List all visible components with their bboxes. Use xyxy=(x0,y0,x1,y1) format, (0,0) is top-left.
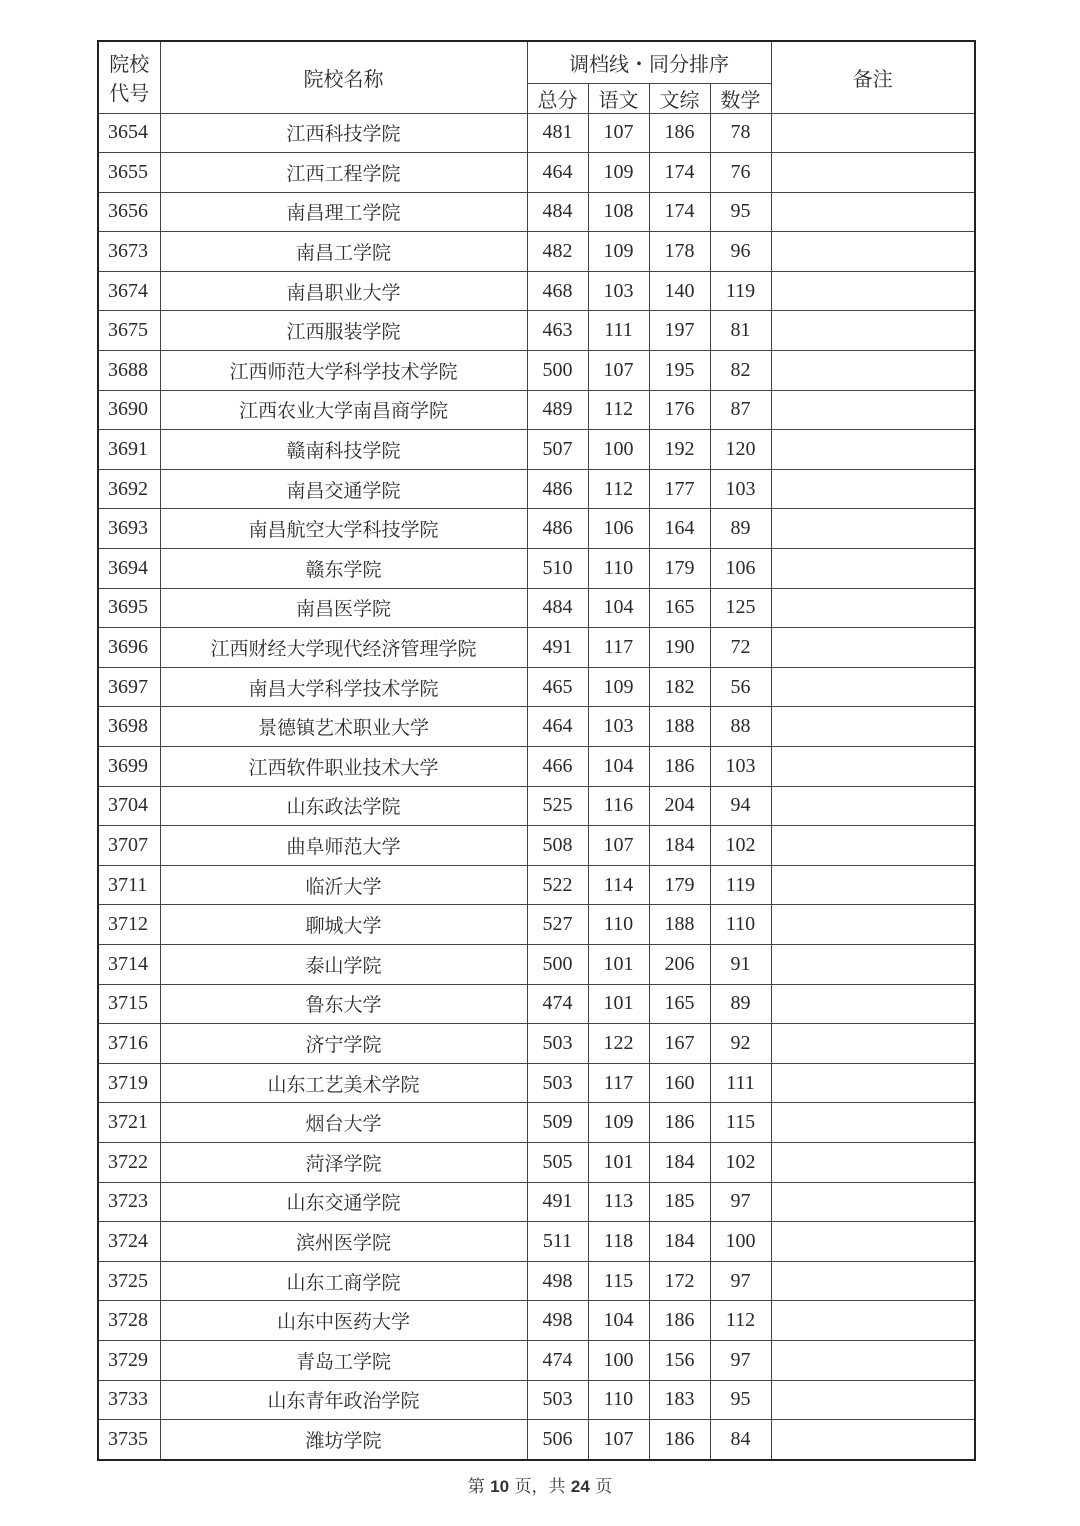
cell-remarks xyxy=(771,271,975,311)
cell-liberal-arts: 186 xyxy=(649,1420,710,1460)
cell-code: 3695 xyxy=(98,588,160,628)
table-row xyxy=(98,1142,975,1182)
cell-remarks xyxy=(771,1340,975,1380)
cell-remarks xyxy=(771,1420,975,1460)
cell-math: 84 xyxy=(710,1420,771,1460)
table-row xyxy=(98,549,975,589)
cell-chinese: 115 xyxy=(588,1261,649,1301)
cell-total: 522 xyxy=(527,865,588,905)
cell-remarks xyxy=(771,1222,975,1262)
cell-school-name: 青岛工学院 xyxy=(160,1340,527,1380)
cell-liberal-arts: 174 xyxy=(649,153,710,193)
cell-school-name: 山东政法学院 xyxy=(160,786,527,826)
cell-math: 119 xyxy=(710,271,771,311)
cell-total: 464 xyxy=(527,153,588,193)
cell-liberal-arts: 172 xyxy=(649,1261,710,1301)
table-row xyxy=(98,1261,975,1301)
cell-remarks xyxy=(771,707,975,747)
table-row xyxy=(98,351,975,391)
cell-chinese: 103 xyxy=(588,707,649,747)
cell-total: 491 xyxy=(527,1182,588,1222)
cell-chinese: 103 xyxy=(588,271,649,311)
cell-code: 3693 xyxy=(98,509,160,549)
cell-liberal-arts: 182 xyxy=(649,667,710,707)
cell-chinese: 100 xyxy=(588,1340,649,1380)
cell-chinese: 100 xyxy=(588,430,649,470)
cell-math: 89 xyxy=(710,509,771,549)
cell-remarks xyxy=(771,786,975,826)
header-remarks: 备注 xyxy=(771,41,975,113)
cell-liberal-arts: 195 xyxy=(649,351,710,391)
cell-liberal-arts: 184 xyxy=(649,1142,710,1182)
cell-liberal-arts: 179 xyxy=(649,549,710,589)
cell-school-name: 临沂大学 xyxy=(160,865,527,905)
cell-math: 112 xyxy=(710,1301,771,1341)
cell-chinese: 117 xyxy=(588,1063,649,1103)
cell-total: 468 xyxy=(527,271,588,311)
cell-liberal-arts: 165 xyxy=(649,588,710,628)
table-row xyxy=(98,1420,975,1460)
cell-school-name: 江西软件职业技术大学 xyxy=(160,747,527,787)
cell-math: 92 xyxy=(710,1024,771,1064)
cell-school-name: 江西服装学院 xyxy=(160,311,527,351)
cell-remarks xyxy=(771,1182,975,1222)
cell-math: 111 xyxy=(710,1063,771,1103)
cell-school-name: 山东工商学院 xyxy=(160,1261,527,1301)
cell-remarks xyxy=(771,1103,975,1143)
table-row xyxy=(98,588,975,628)
cell-liberal-arts: 179 xyxy=(649,865,710,905)
cell-chinese: 107 xyxy=(588,1420,649,1460)
cell-code: 3712 xyxy=(98,905,160,945)
table-row xyxy=(98,786,975,826)
footer-middle: 页，共 xyxy=(514,1477,566,1497)
cell-chinese: 104 xyxy=(588,1301,649,1341)
cell-liberal-arts: 183 xyxy=(649,1380,710,1420)
cell-total: 486 xyxy=(527,469,588,509)
cell-code: 3697 xyxy=(98,667,160,707)
cell-total: 510 xyxy=(527,549,588,589)
cell-math: 97 xyxy=(710,1340,771,1380)
cell-chinese: 110 xyxy=(588,549,649,589)
cell-remarks xyxy=(771,509,975,549)
cell-liberal-arts: 177 xyxy=(649,469,710,509)
cell-liberal-arts: 176 xyxy=(649,390,710,430)
cell-school-name: 南昌理工学院 xyxy=(160,192,527,232)
cell-chinese: 116 xyxy=(588,786,649,826)
table-row xyxy=(98,113,975,153)
cell-code: 3721 xyxy=(98,1103,160,1143)
cell-total: 464 xyxy=(527,707,588,747)
cell-code: 3691 xyxy=(98,430,160,470)
cell-chinese: 110 xyxy=(588,1380,649,1420)
table-row xyxy=(98,1222,975,1262)
cell-math: 103 xyxy=(710,747,771,787)
cell-total: 503 xyxy=(527,1063,588,1103)
cell-chinese: 112 xyxy=(588,469,649,509)
cell-school-name: 烟台大学 xyxy=(160,1103,527,1143)
cell-total: 503 xyxy=(527,1024,588,1064)
cell-code: 3692 xyxy=(98,469,160,509)
cell-chinese: 112 xyxy=(588,390,649,430)
cell-total: 503 xyxy=(527,1380,588,1420)
cell-code: 3715 xyxy=(98,984,160,1024)
cell-liberal-arts: 188 xyxy=(649,905,710,945)
cell-remarks xyxy=(771,192,975,232)
table-row xyxy=(98,1182,975,1222)
cell-remarks xyxy=(771,469,975,509)
cell-total: 482 xyxy=(527,232,588,272)
cell-liberal-arts: 188 xyxy=(649,707,710,747)
cell-total: 500 xyxy=(527,351,588,391)
cell-total: 466 xyxy=(527,747,588,787)
cell-code: 3698 xyxy=(98,707,160,747)
cell-math: 119 xyxy=(710,865,771,905)
cell-chinese: 109 xyxy=(588,667,649,707)
table-row xyxy=(98,984,975,1024)
cell-school-name: 景德镇艺术职业大学 xyxy=(160,707,527,747)
cell-remarks xyxy=(771,430,975,470)
cell-code: 3707 xyxy=(98,826,160,866)
cell-total: 481 xyxy=(527,113,588,153)
cell-chinese: 109 xyxy=(588,232,649,272)
table-row xyxy=(98,707,975,747)
table-row xyxy=(98,1024,975,1064)
cell-chinese: 114 xyxy=(588,865,649,905)
cell-chinese: 111 xyxy=(588,311,649,351)
cell-school-name: 江西农业大学南昌商学院 xyxy=(160,390,527,430)
cell-math: 76 xyxy=(710,153,771,193)
cell-code: 3724 xyxy=(98,1222,160,1262)
cell-chinese: 109 xyxy=(588,1103,649,1143)
cell-remarks xyxy=(771,905,975,945)
cell-chinese: 101 xyxy=(588,1142,649,1182)
cell-total: 491 xyxy=(527,628,588,668)
cell-school-name: 鲁东大学 xyxy=(160,984,527,1024)
cell-school-name: 滨州医学院 xyxy=(160,1222,527,1262)
cell-liberal-arts: 186 xyxy=(649,1301,710,1341)
cell-remarks xyxy=(771,984,975,1024)
cell-school-name: 山东青年政治学院 xyxy=(160,1380,527,1420)
cell-math: 82 xyxy=(710,351,771,391)
cell-math: 110 xyxy=(710,905,771,945)
table-row xyxy=(98,192,975,232)
cell-school-name: 江西师范大学科学技术学院 xyxy=(160,351,527,391)
current-page-number: 10 xyxy=(490,1477,510,1496)
footer-prefix: 第 xyxy=(467,1477,485,1497)
cell-math: 103 xyxy=(710,469,771,509)
cell-total: 506 xyxy=(527,1420,588,1460)
cell-math: 72 xyxy=(710,628,771,668)
cell-school-name: 南昌航空大学科技学院 xyxy=(160,509,527,549)
table-row xyxy=(98,271,975,311)
cell-school-name: 南昌大学科学技术学院 xyxy=(160,667,527,707)
table-row xyxy=(98,826,975,866)
table-row xyxy=(98,628,975,668)
cell-math: 89 xyxy=(710,984,771,1024)
cell-school-name: 山东中医药大学 xyxy=(160,1301,527,1341)
cell-chinese: 107 xyxy=(588,826,649,866)
cell-code: 3655 xyxy=(98,153,160,193)
cell-math: 106 xyxy=(710,549,771,589)
cell-math: 94 xyxy=(710,786,771,826)
cell-math: 115 xyxy=(710,1103,771,1143)
footer-suffix: 页 xyxy=(595,1477,613,1497)
cell-liberal-arts: 167 xyxy=(649,1024,710,1064)
cell-total: 465 xyxy=(527,667,588,707)
cell-math: 95 xyxy=(710,1380,771,1420)
cell-math: 100 xyxy=(710,1222,771,1262)
table-row xyxy=(98,1380,975,1420)
cell-school-name: 济宁学院 xyxy=(160,1024,527,1064)
cell-math: 97 xyxy=(710,1182,771,1222)
cell-chinese: 104 xyxy=(588,588,649,628)
cell-school-name: 江西工程学院 xyxy=(160,153,527,193)
cell-math: 102 xyxy=(710,826,771,866)
total-pages-number: 24 xyxy=(570,1477,590,1496)
cell-math: 56 xyxy=(710,667,771,707)
cell-code: 3728 xyxy=(98,1301,160,1341)
header-name: 院校名称 xyxy=(160,41,527,113)
cell-remarks xyxy=(771,549,975,589)
cell-chinese: 113 xyxy=(588,1182,649,1222)
table-row xyxy=(98,469,975,509)
cell-chinese: 107 xyxy=(588,351,649,391)
cell-code: 3688 xyxy=(98,351,160,391)
cell-code: 3733 xyxy=(98,1380,160,1420)
cell-remarks xyxy=(771,113,975,153)
table-body xyxy=(98,113,975,1460)
cell-math: 102 xyxy=(710,1142,771,1182)
cell-liberal-arts: 184 xyxy=(649,1222,710,1262)
table-row xyxy=(98,390,975,430)
table-row xyxy=(98,1103,975,1143)
cell-remarks xyxy=(771,944,975,984)
cell-liberal-arts: 197 xyxy=(649,311,710,351)
cell-total: 505 xyxy=(527,1142,588,1182)
cell-liberal-arts: 206 xyxy=(649,944,710,984)
cell-school-name: 赣南科技学院 xyxy=(160,430,527,470)
header-math: 数学 xyxy=(710,83,771,113)
cell-math: 78 xyxy=(710,113,771,153)
cell-liberal-arts: 140 xyxy=(649,271,710,311)
cell-code: 3690 xyxy=(98,390,160,430)
cell-code: 3654 xyxy=(98,113,160,153)
table-row xyxy=(98,430,975,470)
cell-code: 3714 xyxy=(98,944,160,984)
cell-math: 125 xyxy=(710,588,771,628)
cell-code: 3735 xyxy=(98,1420,160,1460)
cell-liberal-arts: 184 xyxy=(649,826,710,866)
cell-code: 3716 xyxy=(98,1024,160,1064)
cell-math: 97 xyxy=(710,1261,771,1301)
cell-liberal-arts: 192 xyxy=(649,430,710,470)
table-row xyxy=(98,667,975,707)
cell-code: 3673 xyxy=(98,232,160,272)
cell-total: 527 xyxy=(527,905,588,945)
cell-school-name: 山东工艺美术学院 xyxy=(160,1063,527,1103)
table-row xyxy=(98,311,975,351)
header-liberal-arts: 文综 xyxy=(649,83,710,113)
cell-chinese: 107 xyxy=(588,113,649,153)
cell-code: 3725 xyxy=(98,1261,160,1301)
cell-total: 474 xyxy=(527,1340,588,1380)
cell-remarks xyxy=(771,747,975,787)
cell-math: 87 xyxy=(710,390,771,430)
cell-total: 507 xyxy=(527,430,588,470)
cell-liberal-arts: 164 xyxy=(649,509,710,549)
cell-chinese: 106 xyxy=(588,509,649,549)
cell-total: 511 xyxy=(527,1222,588,1262)
cell-liberal-arts: 186 xyxy=(649,1103,710,1143)
cell-remarks xyxy=(771,311,975,351)
cell-chinese: 104 xyxy=(588,747,649,787)
cell-remarks xyxy=(771,628,975,668)
cell-remarks xyxy=(771,588,975,628)
cell-remarks xyxy=(771,1024,975,1064)
cell-school-name: 南昌职业大学 xyxy=(160,271,527,311)
cell-remarks xyxy=(771,667,975,707)
cell-total: 498 xyxy=(527,1261,588,1301)
cell-remarks xyxy=(771,390,975,430)
header-code-line2: 代号 xyxy=(109,81,150,106)
cell-school-name: 山东交通学院 xyxy=(160,1182,527,1222)
cell-math: 81 xyxy=(710,311,771,351)
cell-remarks xyxy=(771,826,975,866)
cell-chinese: 118 xyxy=(588,1222,649,1262)
cell-total: 486 xyxy=(527,509,588,549)
cell-chinese: 117 xyxy=(588,628,649,668)
cell-total: 484 xyxy=(527,588,588,628)
cell-remarks xyxy=(771,1142,975,1182)
cell-total: 489 xyxy=(527,390,588,430)
cell-school-name: 江西科技学院 xyxy=(160,113,527,153)
cell-code: 3711 xyxy=(98,865,160,905)
cell-code: 3719 xyxy=(98,1063,160,1103)
cell-remarks xyxy=(771,351,975,391)
cell-code: 3699 xyxy=(98,747,160,787)
table-row xyxy=(98,747,975,787)
cell-liberal-arts: 174 xyxy=(649,192,710,232)
cell-total: 500 xyxy=(527,944,588,984)
cell-math: 88 xyxy=(710,707,771,747)
cell-total: 484 xyxy=(527,192,588,232)
cell-remarks xyxy=(771,865,975,905)
cell-school-name: 聊城大学 xyxy=(160,905,527,945)
cell-total: 509 xyxy=(527,1103,588,1143)
cell-code: 3694 xyxy=(98,549,160,589)
cell-liberal-arts: 156 xyxy=(649,1340,710,1380)
cell-code: 3674 xyxy=(98,271,160,311)
cell-school-name: 江西财经大学现代经济管理学院 xyxy=(160,628,527,668)
cell-liberal-arts: 165 xyxy=(649,984,710,1024)
cell-remarks xyxy=(771,1261,975,1301)
cell-code: 3656 xyxy=(98,192,160,232)
header-row xyxy=(98,41,975,83)
cell-code: 3729 xyxy=(98,1340,160,1380)
cell-total: 474 xyxy=(527,984,588,1024)
cell-remarks xyxy=(771,232,975,272)
cell-liberal-arts: 178 xyxy=(649,232,710,272)
cell-chinese: 108 xyxy=(588,192,649,232)
cell-school-name: 潍坊学院 xyxy=(160,1420,527,1460)
cell-school-name: 赣东学院 xyxy=(160,549,527,589)
cell-total: 508 xyxy=(527,826,588,866)
cell-liberal-arts: 204 xyxy=(649,786,710,826)
cell-liberal-arts: 160 xyxy=(649,1063,710,1103)
table-row xyxy=(98,1301,975,1341)
cell-total: 525 xyxy=(527,786,588,826)
cell-school-name: 曲阜师范大学 xyxy=(160,826,527,866)
cell-code: 3696 xyxy=(98,628,160,668)
header-chinese: 语文 xyxy=(588,83,649,113)
cell-total: 498 xyxy=(527,1301,588,1341)
cell-school-name: 泰山学院 xyxy=(160,944,527,984)
table-row xyxy=(98,153,975,193)
cell-total: 463 xyxy=(527,311,588,351)
cell-code: 3723 xyxy=(98,1182,160,1222)
cell-math: 96 xyxy=(710,232,771,272)
cell-chinese: 101 xyxy=(588,984,649,1024)
cell-liberal-arts: 185 xyxy=(649,1182,710,1222)
table-row xyxy=(98,865,975,905)
cell-chinese: 122 xyxy=(588,1024,649,1064)
header-code xyxy=(98,41,160,113)
cell-liberal-arts: 190 xyxy=(649,628,710,668)
page-footer xyxy=(0,1472,1080,1497)
table-row xyxy=(98,1340,975,1380)
cell-liberal-arts: 186 xyxy=(649,113,710,153)
header-group: 调档线・同分排序 xyxy=(527,41,771,83)
cell-code: 3675 xyxy=(98,311,160,351)
table-row xyxy=(98,232,975,272)
cell-chinese: 101 xyxy=(588,944,649,984)
table-row xyxy=(98,905,975,945)
header-code-line1: 院校 xyxy=(109,52,150,77)
header-total: 总分 xyxy=(527,83,588,113)
cell-code: 3704 xyxy=(98,786,160,826)
cell-remarks xyxy=(771,1301,975,1341)
cell-math: 91 xyxy=(710,944,771,984)
cell-school-name: 南昌工学院 xyxy=(160,232,527,272)
cell-remarks xyxy=(771,153,975,193)
cell-remarks xyxy=(771,1380,975,1420)
cell-remarks xyxy=(771,1063,975,1103)
cell-math: 120 xyxy=(710,430,771,470)
cell-chinese: 109 xyxy=(588,153,649,193)
cell-code: 3722 xyxy=(98,1142,160,1182)
table-row xyxy=(98,1063,975,1103)
cell-school-name: 南昌交通学院 xyxy=(160,469,527,509)
cell-chinese: 110 xyxy=(588,905,649,945)
cell-math: 95 xyxy=(710,192,771,232)
table-row xyxy=(98,509,975,549)
cell-school-name: 南昌医学院 xyxy=(160,588,527,628)
cell-school-name: 菏泽学院 xyxy=(160,1142,527,1182)
table-row xyxy=(98,944,975,984)
cell-liberal-arts: 186 xyxy=(649,747,710,787)
admission-score-table xyxy=(97,40,976,1461)
